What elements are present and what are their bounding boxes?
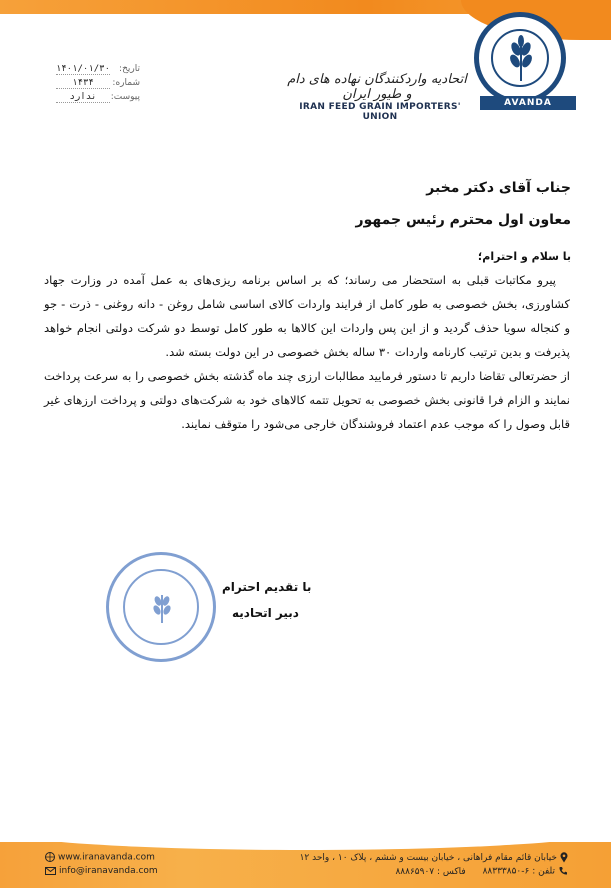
footer-phone-fax xyxy=(395,866,571,877)
email-text: info@iranavanda.com xyxy=(59,866,158,876)
meta-date-row xyxy=(40,64,140,78)
letter-meta xyxy=(40,64,140,106)
number-label: شماره: xyxy=(112,78,140,88)
attachment-value: ندارد xyxy=(56,92,110,103)
body-paragraph-1: پیرو مکاتبات قبلی به استحضار می رساند؛ که بر اساس برنامه ریزی‌های به عمل آمده در وزارت جهاد کشاورزی، بخش خصوصی به طور کامل از فرایند واردات کالای اساسی شامل روغن - دانه روغنی - ذرت - جو و کنجاله سویا حذف گردید و از این پس واردات این کالاها به طور کامل توسط دو شرکت دولتی انجام خواهد پذیرفت و بدین ترتیب کارنامه واردات ۳۰ ساله بخش خصوصی در این دولت بسته شد. xyxy=(44,273,570,359)
footer-address xyxy=(300,852,571,863)
footer-email[interactable] xyxy=(42,866,158,876)
mail-icon xyxy=(45,867,56,875)
logo-ribbon-text: AVANDA xyxy=(480,96,576,110)
address-text: خیابان قائم مقام فراهانی ، خیابان بیست و ششم ، پلاک ۱۰ ، واحد ۱۲ xyxy=(299,853,557,863)
addressee-name: جناب آقای دکتر مخبر xyxy=(426,180,571,196)
seal-wheat-icon xyxy=(147,589,177,625)
globe-icon xyxy=(45,852,55,862)
signature-title: دبیر اتحادیه xyxy=(232,606,299,620)
addressee-title: معاون اول محترم رئیس جمهور xyxy=(355,212,571,228)
attachment-label: پیوست: xyxy=(110,92,140,102)
website-text: www.iranavanda.com xyxy=(58,852,155,863)
location-pin-icon xyxy=(560,852,568,863)
date-label: تاریخ: xyxy=(119,64,140,74)
footer-website[interactable] xyxy=(42,852,155,863)
union-seal-stamp xyxy=(106,552,216,662)
signature-closing: با تقدیم احترام xyxy=(222,580,312,594)
fax-text: فاکس : ۸۸۸۶۵۹۰۷ xyxy=(395,866,466,877)
meta-number-row xyxy=(40,78,140,92)
phone-text: تلفن : ۶-۸۸۳۳۳۸۵۰ xyxy=(482,866,555,877)
meta-attachment-row xyxy=(40,92,140,106)
date-value: ۱۴۰۱/۰۱/۳۰ xyxy=(55,64,110,74)
union-logo-emblem xyxy=(474,12,566,104)
phone-icon xyxy=(558,866,568,876)
union-name-persian: اتحادیه واردکنندگان نهاده های دام و طیور ایران xyxy=(287,72,467,102)
body-paragraph-2: از حضرتعالی تقاضا داریم تا دستور فرمایید مطالبات ارزی چند ماه گذشته بخش خصوصی را به سرعت پرداخت نمایند و الزام فرا قانونی بخش خصوصی به تحویل تتمه کالاهای خود به شرکت‌های دولتی و پرداخت ارزهای غیر قابل وصول را که موجب عدم اعتماد فروشندگان خارجی می‌شود را متوقف نمایند. xyxy=(44,369,570,431)
wheat-icon xyxy=(499,33,543,83)
greeting: با سلام و احترام؛ xyxy=(477,250,571,263)
number-value: ۱۴۳۴ xyxy=(56,78,110,89)
union-name-english: IRAN FEED GRAIN IMPORTERS' UNION xyxy=(299,102,461,122)
letter-body xyxy=(44,268,570,436)
